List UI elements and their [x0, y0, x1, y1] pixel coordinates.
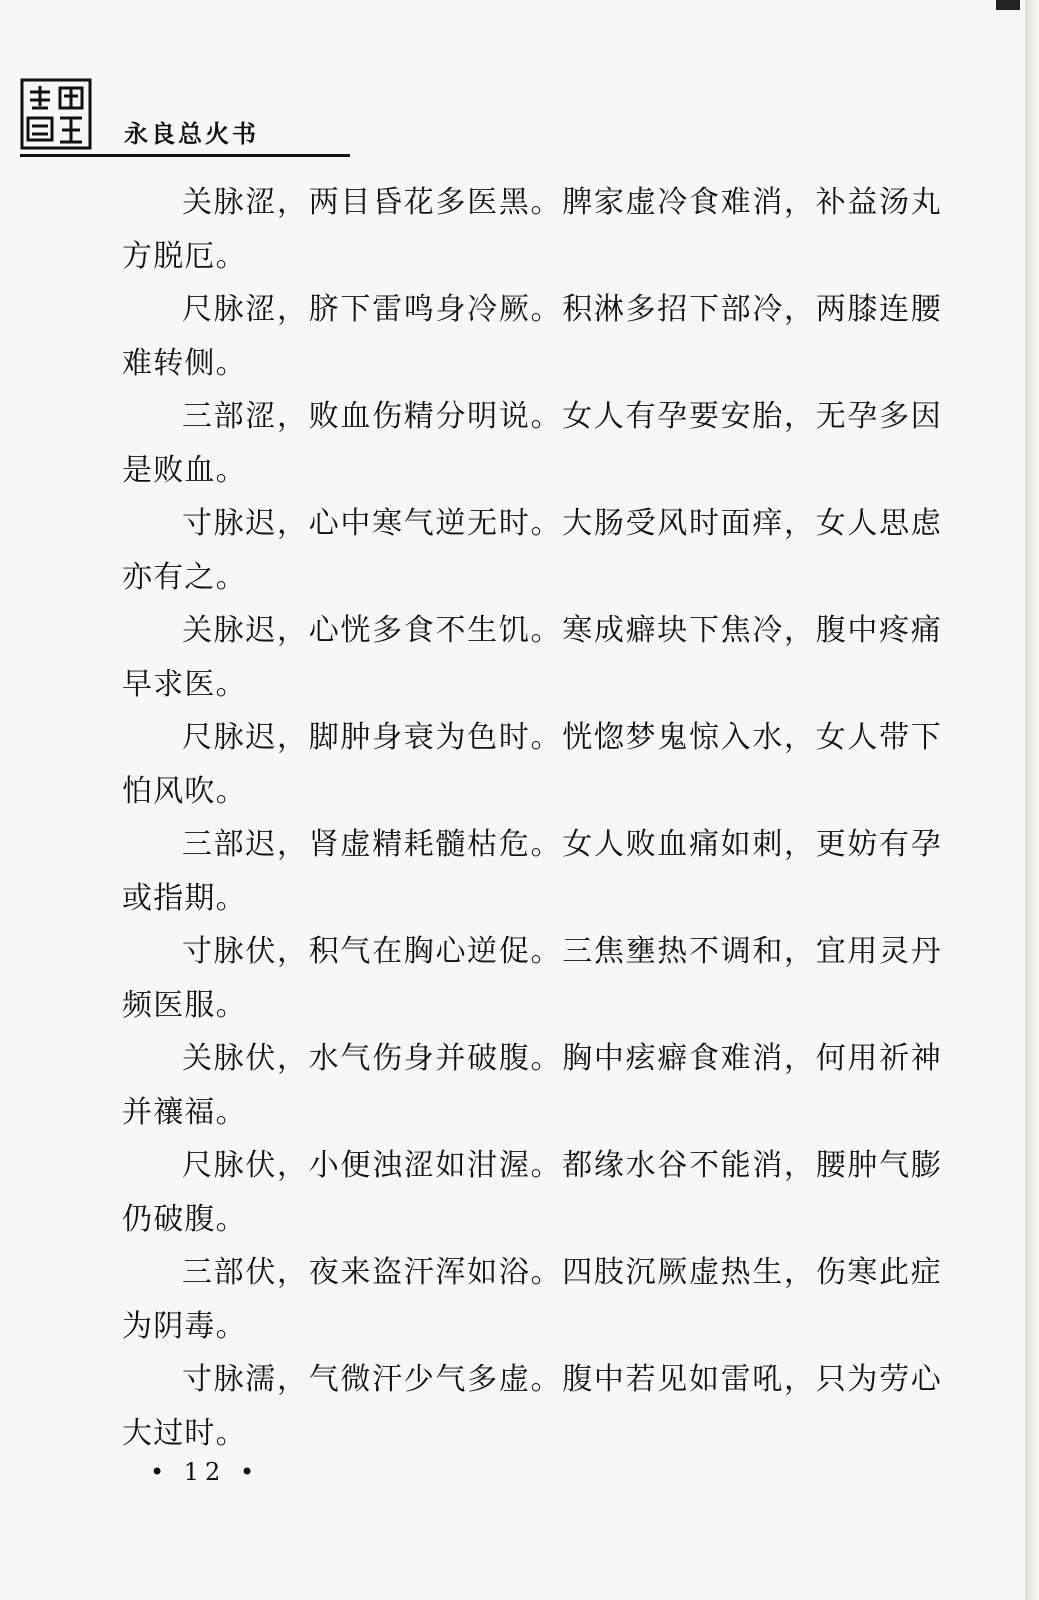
paragraph: 三部伏，夜来盗汗浑如浴。四肢沉厥虚热生，伤寒此症为阴毒。: [122, 1255, 942, 1344]
page-number: • 12 •: [150, 1458, 261, 1486]
page-edge-shadow: [1025, 0, 1039, 1600]
paragraph: 寸脉伏，积气在胸心逆促。三焦壅热不调和，宜用灵丹频医服。: [122, 934, 942, 1023]
paragraph: 寸脉濡，气微汗少气多虚。腹中若见如雷吼，只为劳心大过时。: [122, 1362, 942, 1451]
header-rule: [20, 154, 350, 157]
body-text: [122, 176, 942, 1460]
paragraph: 三部涩，败血伤精分明说。女人有孕要安胎，无孕多因是败血。: [122, 399, 942, 488]
seal-logo: [20, 78, 92, 150]
paragraph: 关脉涩，两目昏花多医黑。脾家虚冷食难消，补益汤丸方脱厄。: [122, 185, 942, 274]
paragraph: 寸脉迟，心中寒气逆无时。大肠受风时面痒，女人思虑亦有之。: [122, 506, 942, 595]
scan-mark: [996, 0, 1020, 10]
paragraph: 尺脉涩，脐下雷鸣身冷厥。积淋多招下部冷，两膝连腰难转侧。: [122, 292, 942, 381]
paragraph: 关脉迟，心恍多食不生饥。寒成癖块下焦冷，腹中疼痛早求医。: [122, 613, 942, 702]
paragraph: 关脉伏，水气伤身并破腹。胸中痃癖食难消，何用祈神并禳福。: [122, 1041, 942, 1130]
paragraph: 三部迟，肾虚精耗髓枯危。女人败血痛如刺，更妨有孕或指期。: [122, 827, 942, 916]
paragraph: 尺脉迟，脚肿身衰为色时。恍惚梦鬼惊入水，女人带下怕风吹。: [122, 720, 942, 809]
running-header-title: 永良总火书: [124, 120, 259, 148]
paragraph: 尺脉伏，小便浊涩如泔渥。都缘水谷不能消，腰肿气膨仍破腹。: [122, 1148, 942, 1237]
